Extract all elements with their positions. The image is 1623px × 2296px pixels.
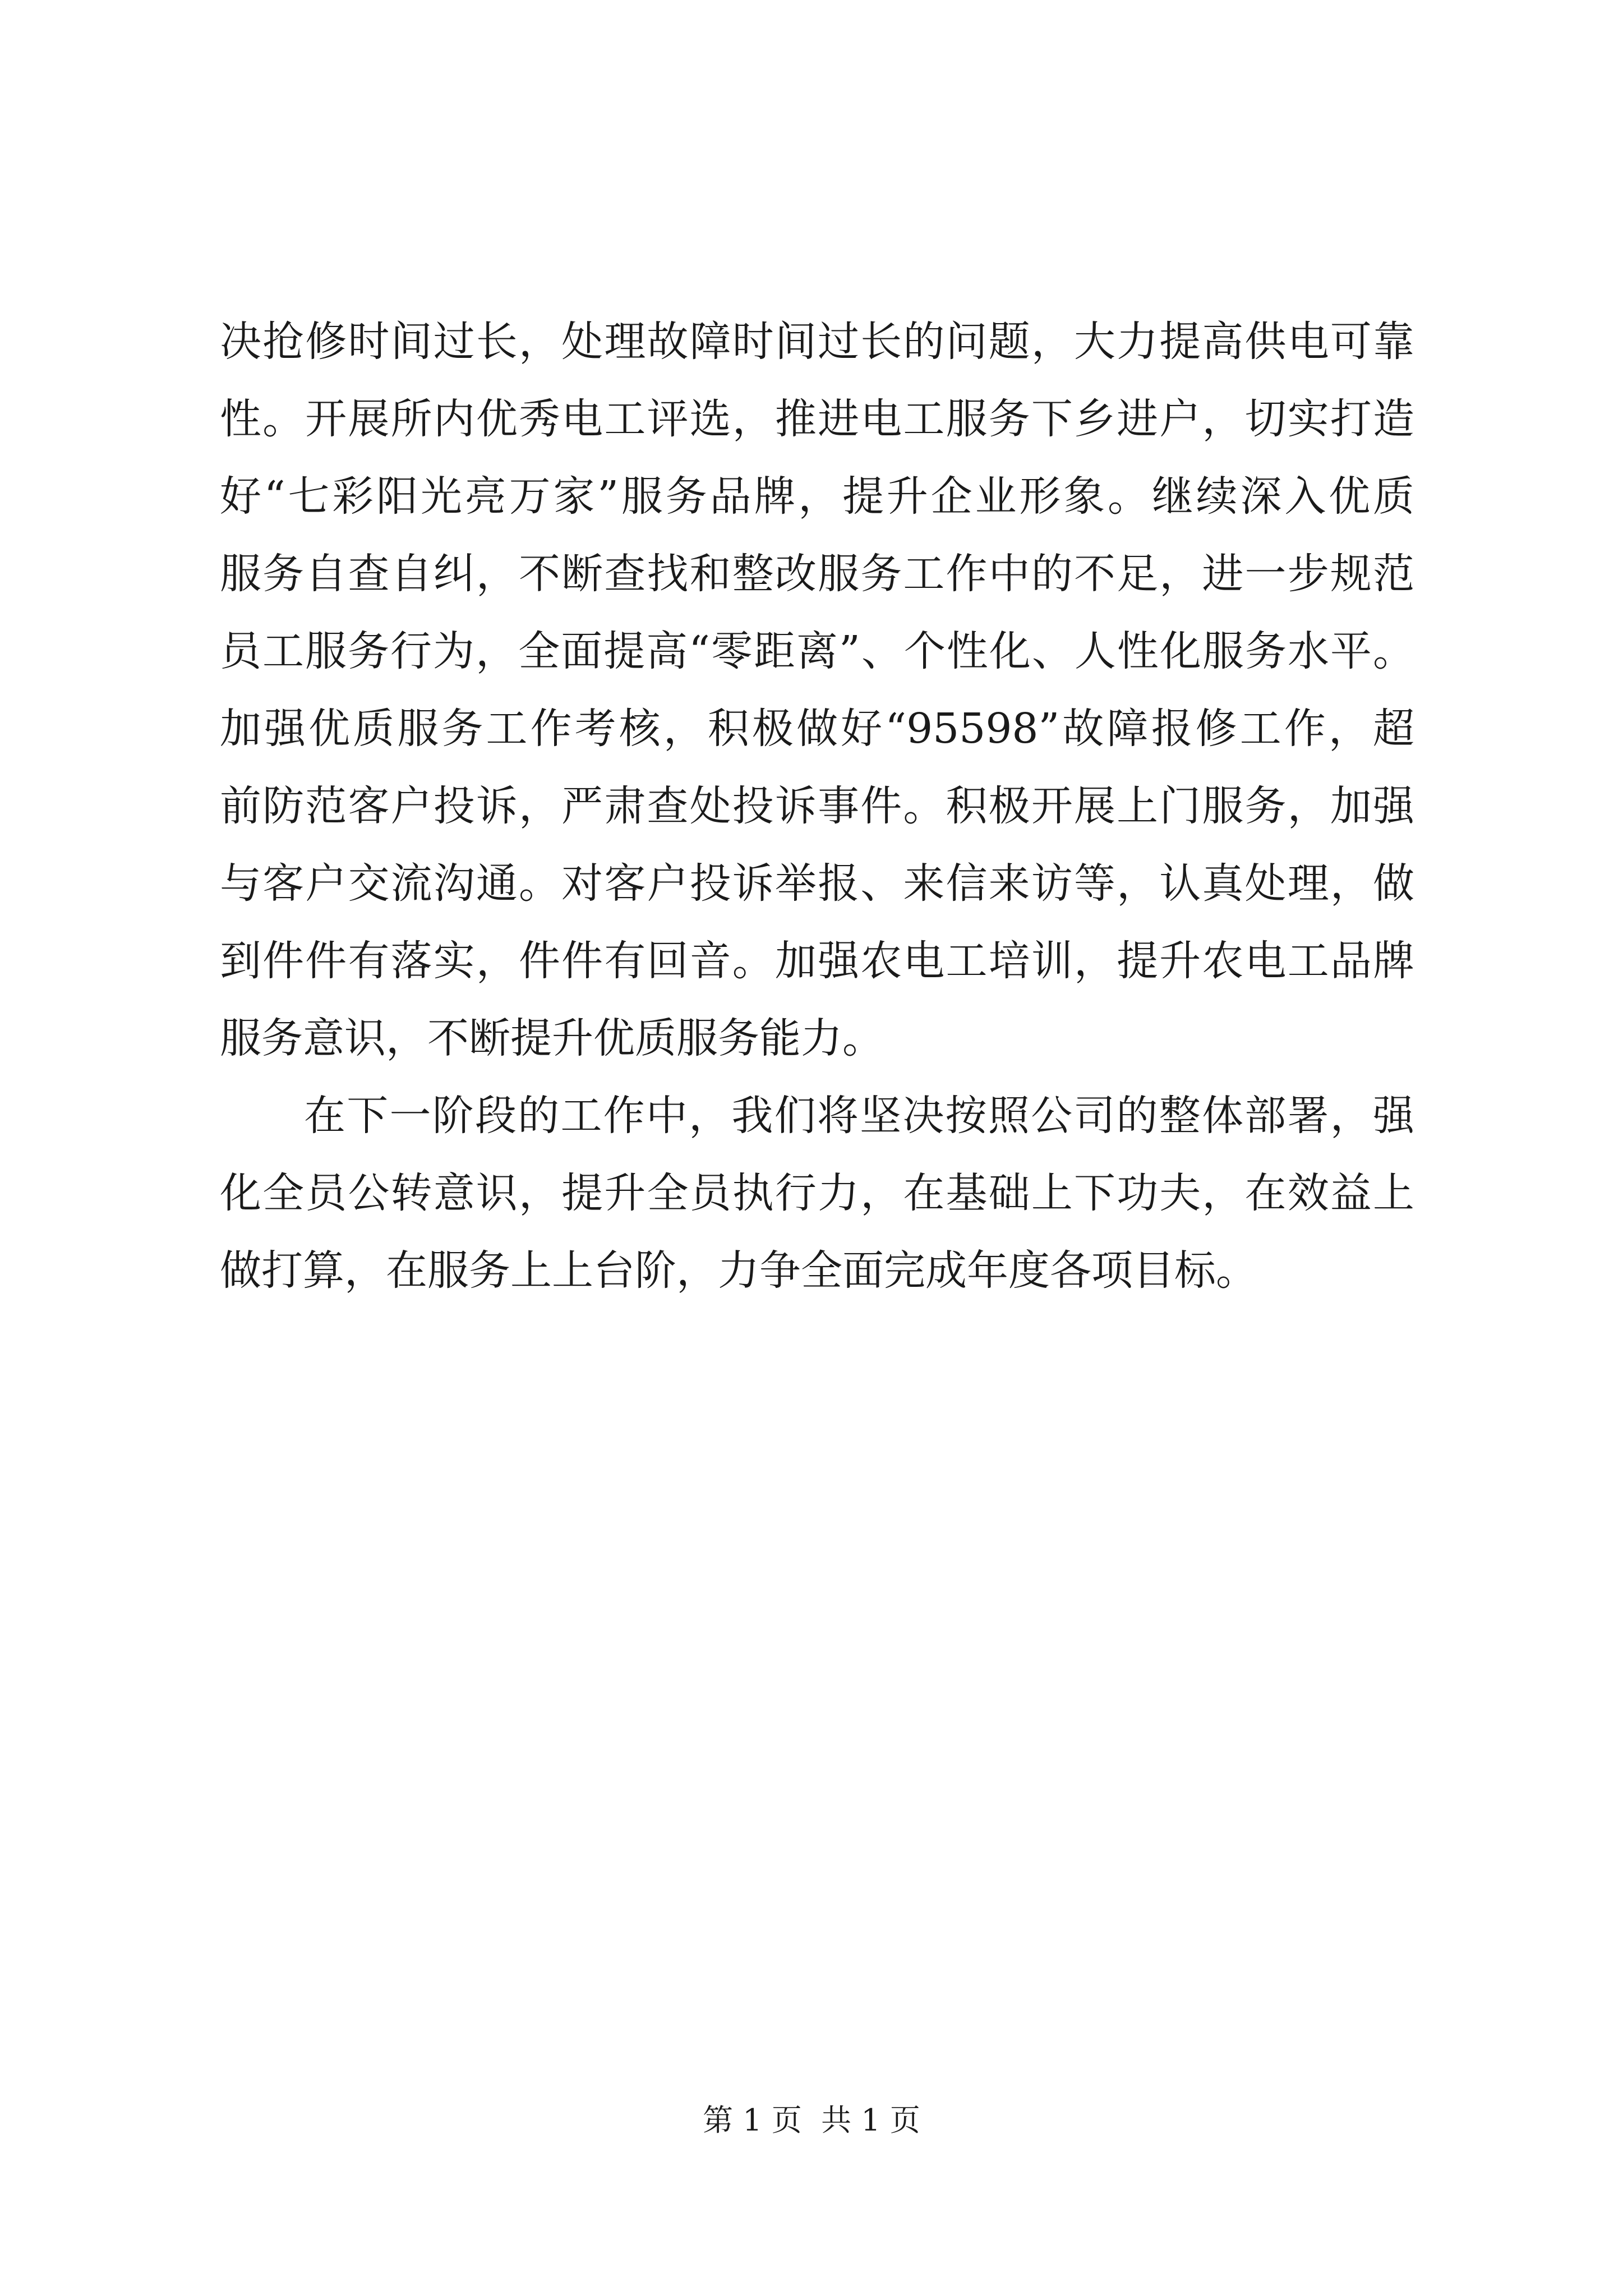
text-line: 员工服务行为，全面提高“零距离”、个性化、人性化服务水平。 [220, 627, 1414, 675]
text-line: 服务自查自纠，不断查找和整改服务工作中的不足，进一步规范 [220, 550, 1414, 598]
text-line: 化全员公转意识，提升全员执行力，在基础上下功夫，在效益上 [220, 1169, 1414, 1217]
text-line: 决抢修时间过长，处理故障时间过长的问题，大力提高供电可靠 [220, 318, 1414, 366]
paragraph-1 [220, 303, 1414, 1077]
paragraph-2 [220, 1077, 1414, 1309]
text-line: 到件件有落实，件件有回音。加强农电工培训，提升农电工品牌 [220, 937, 1414, 985]
document-body [220, 303, 1414, 1309]
text-line: 与客户交流沟通。对客户投诉举报、来信来访等，认真处理，做 [220, 859, 1414, 908]
text-line: 在下一阶段的工作中，我们将坚决按照公司的整体部署，强 [304, 1092, 1414, 1140]
text-line: 好“七彩阳光亮万家”服务品牌，提升企业形象。继续深入优质 [220, 472, 1414, 521]
text-line: 服务意识，不断提升优质服务能力。 [220, 1014, 884, 1062]
page-number-footer: 第 1 页 共 1 页 [703, 2102, 920, 2138]
text-line: 做打算，在服务上上台阶，力争全面完成年度各项目标。 [220, 1246, 1257, 1295]
text-line: 加强优质服务工作考核，积极做好“95598”故障报修工作，超 [220, 705, 1414, 753]
text-line: 前防范客户投诉，严肃查处投诉事件。积极开展上门服务，加强 [220, 782, 1414, 830]
text-line: 性。开展所内优秀电工评选，推进电工服务下乡进户，切实打造 [220, 395, 1414, 443]
